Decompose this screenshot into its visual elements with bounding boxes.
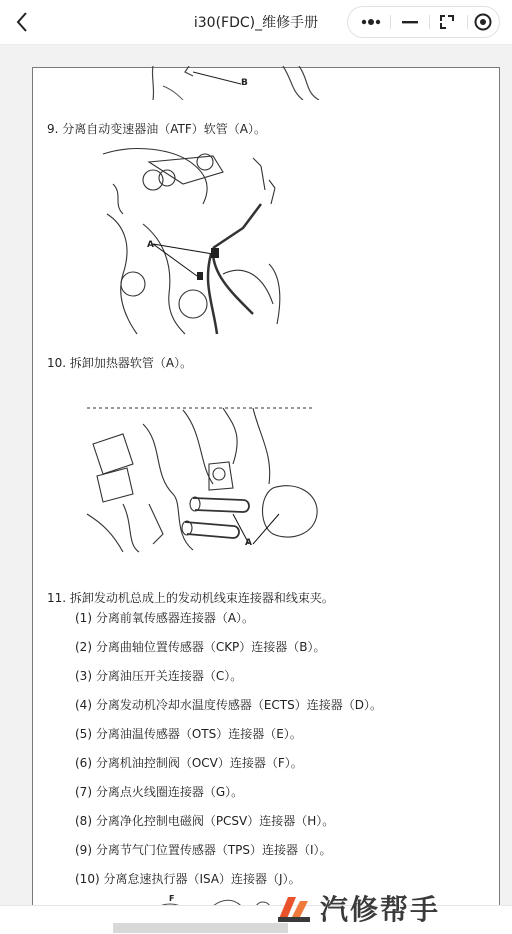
page-title: i30(FDC)_维修手册 xyxy=(193,15,319,31)
sub-item: (8) 分离净化控制电磁阀（PCSV）连接器（H）。 xyxy=(75,814,335,828)
chevron-left-icon xyxy=(8,7,38,37)
sub-item: (5) 分离油温传感器（OTS）连接器（E）。 xyxy=(75,727,302,741)
brand-logo-icon xyxy=(274,891,314,925)
atf-hose-figure xyxy=(93,144,287,338)
horizontal-scrollbar[interactable] xyxy=(113,923,288,933)
watermark-text: 汽修帮手 xyxy=(320,893,441,926)
float-window-button[interactable] xyxy=(428,7,466,37)
step-9: 9. 分离自动变速器油（ATF）软管（A）。 xyxy=(47,122,266,136)
step-10: 10. 拆卸加热器软管（A）。 xyxy=(47,356,193,370)
document-viewer[interactable] xyxy=(0,45,512,905)
target-close-icon xyxy=(474,13,492,31)
figure-label: A xyxy=(147,240,154,250)
float-window-icon xyxy=(439,14,455,30)
sub-item: (10) 分离怠速执行器（ISA）连接器（J）。 xyxy=(75,872,301,886)
sub-item: (6) 分离机油控制阀（OCV）连接器（F）。 xyxy=(75,756,303,770)
top-bar xyxy=(0,0,512,45)
figure-label: F xyxy=(169,894,175,903)
mini-program-capsule xyxy=(347,6,500,38)
close-button[interactable] xyxy=(464,7,502,37)
bottom-figure xyxy=(143,890,283,905)
heater-hose-figure xyxy=(83,404,333,554)
minus-icon xyxy=(402,20,418,24)
step-11: 11. 拆卸发动机总成上的发动机线束连接器和线束夹。 xyxy=(47,591,334,605)
sub-item: (2) 分离曲轴位置传感器（CKP）连接器（B）。 xyxy=(75,640,326,654)
more-dots-icon xyxy=(360,17,382,27)
sub-item: (4) 分离发动机冷却水温度传感器（ECTS）连接器（D）。 xyxy=(75,698,382,712)
sub-item: (7) 分离点火线圈连接器（G）。 xyxy=(75,785,244,799)
figure-label: A xyxy=(245,538,252,548)
back-button[interactable] xyxy=(8,7,38,37)
minimize-button[interactable] xyxy=(391,7,429,37)
sub-item: (1) 分离前氧传感器连接器（A）。 xyxy=(75,611,255,625)
watermark xyxy=(274,885,510,931)
more-button[interactable] xyxy=(352,7,390,37)
manual-page xyxy=(32,67,500,905)
figure-label: B xyxy=(241,78,248,88)
sub-item: (3) 分离油压开关连接器（C）。 xyxy=(75,669,243,683)
sub-item: (9) 分离节气门位置传感器（TPS）连接器（I）。 xyxy=(75,843,332,857)
